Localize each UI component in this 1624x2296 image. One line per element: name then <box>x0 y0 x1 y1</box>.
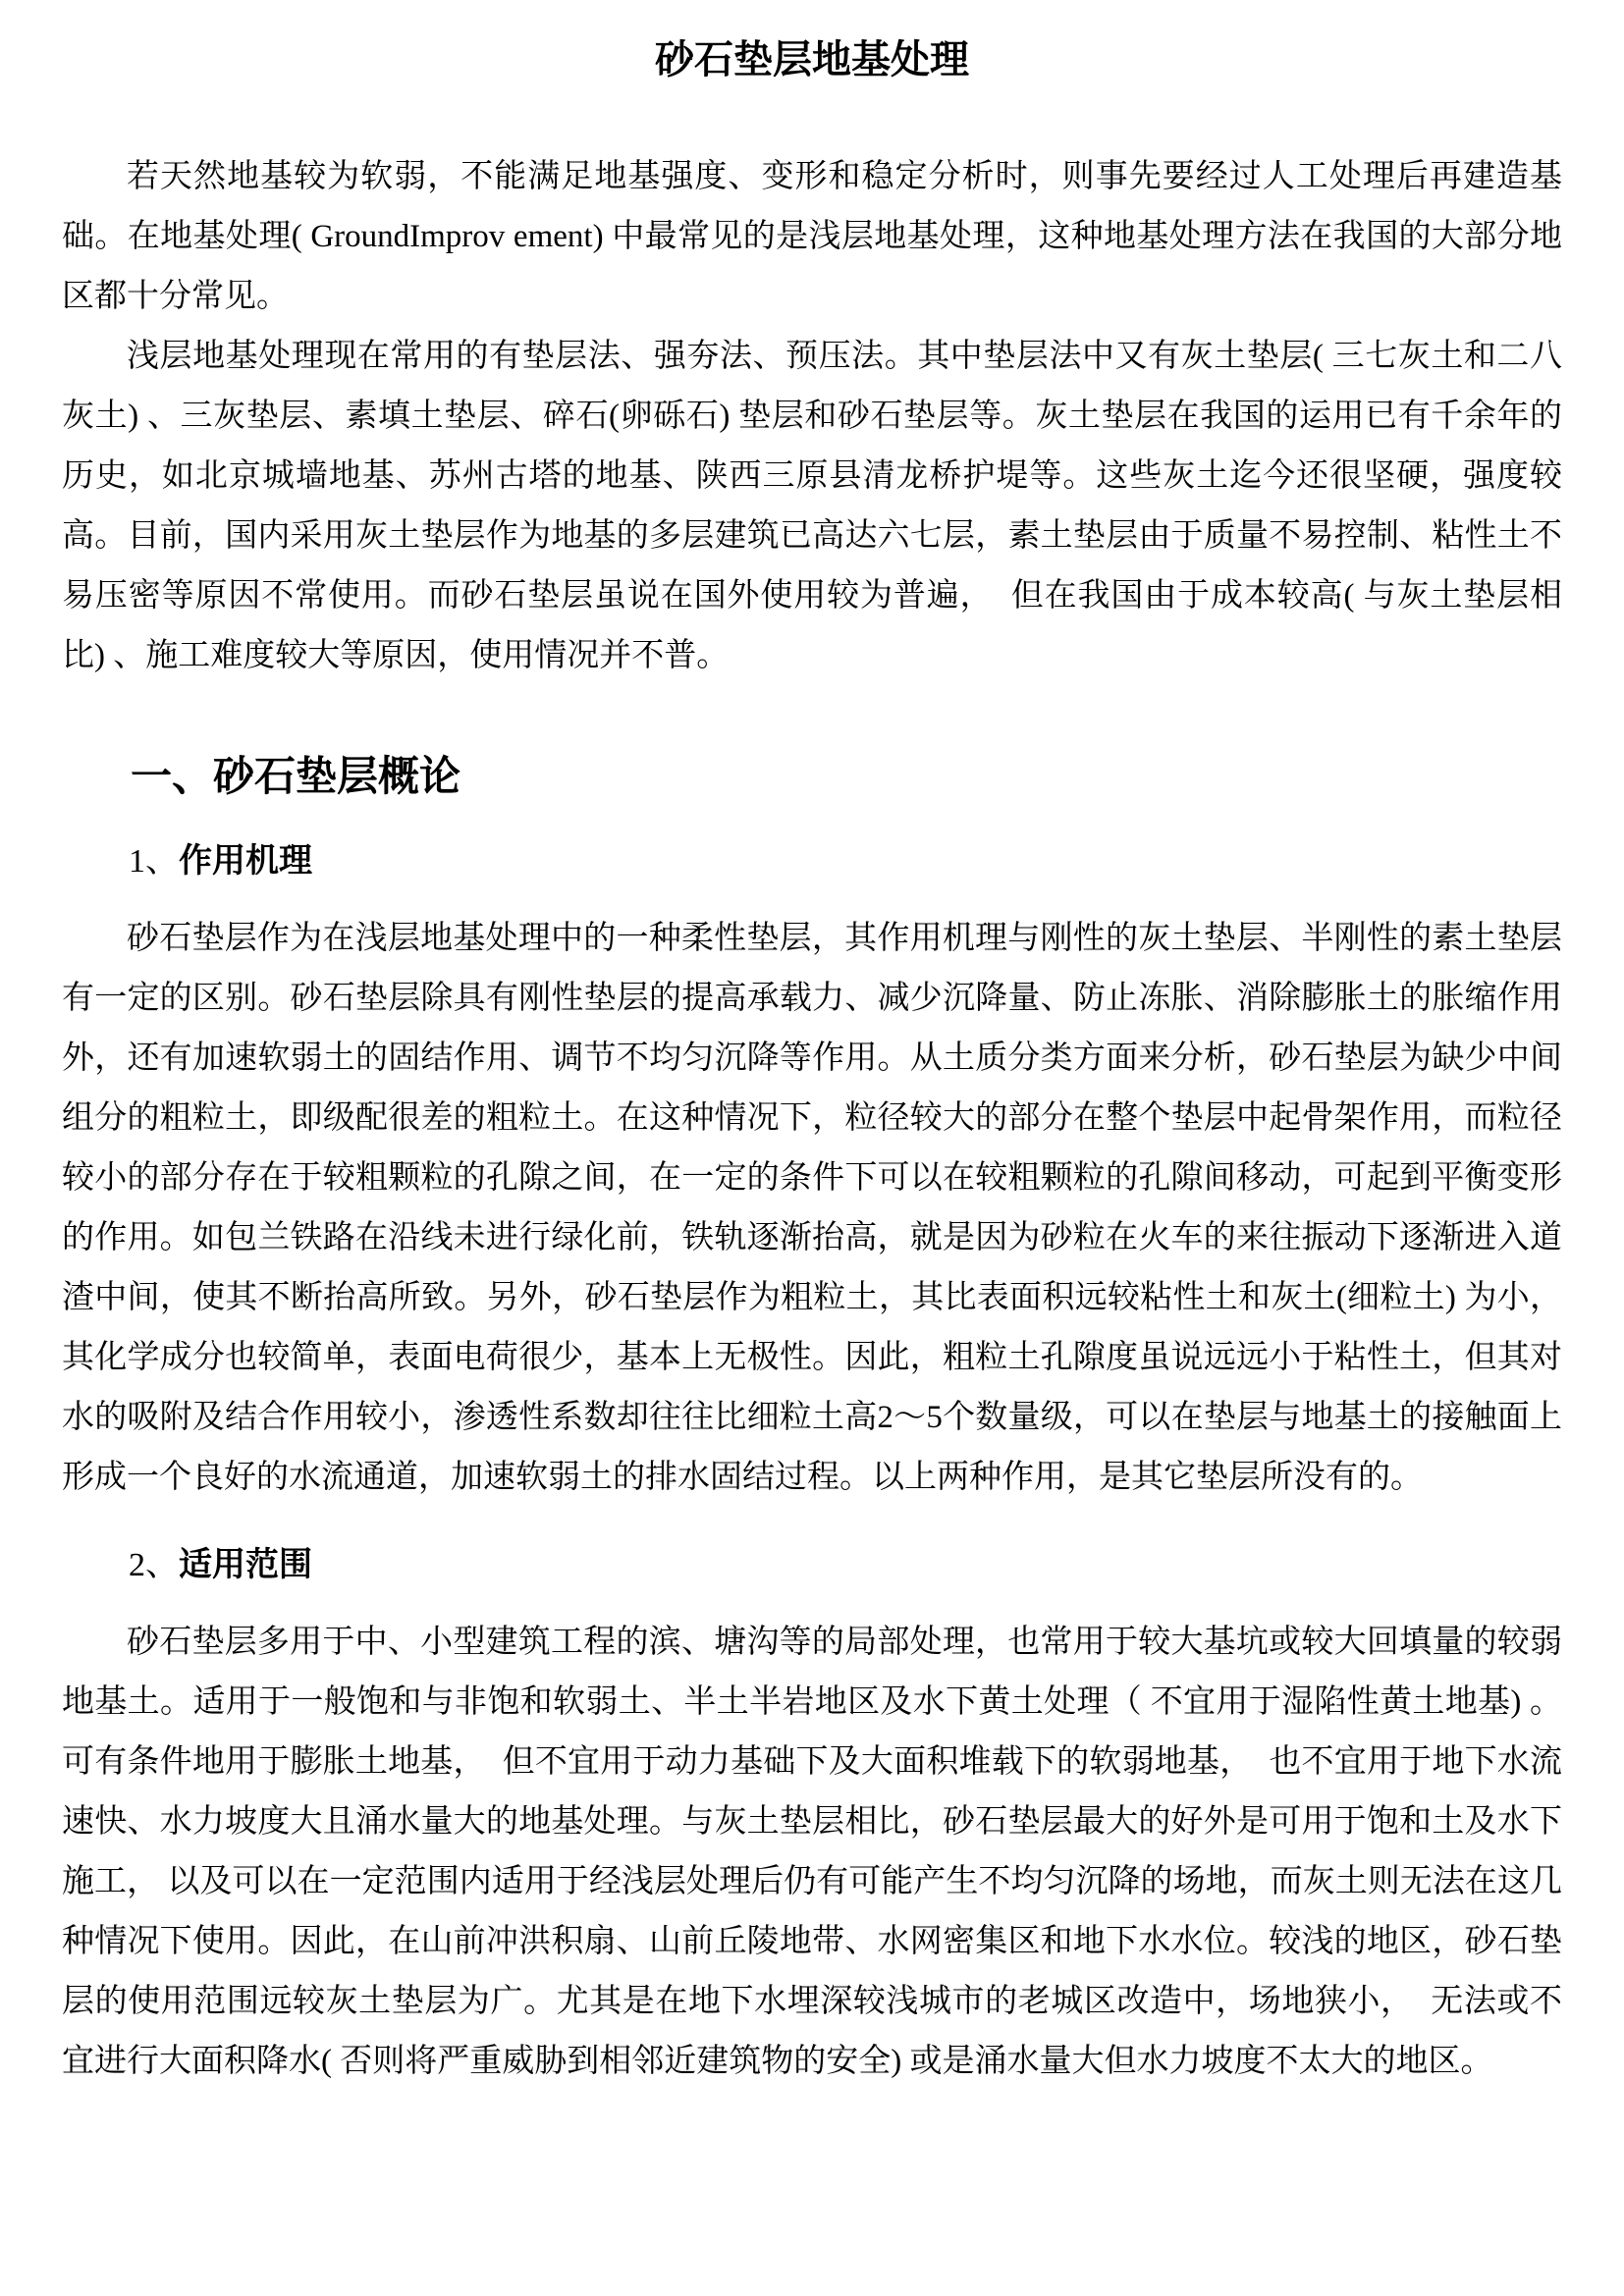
intro-paragraph-2: 浅层地基处理现在常用的有垫层法、强夯法、预压法。其中垫层法中又有灰土垫层( 三七灰土和二八灰土) 、三灰垫层、素填土垫层、碎石(卵砾石) 垫层和砂石垫层等。灰土垫层在我国的运用已有千余年的历史，如北京城墙地基、苏州古塔的地基、陕西三原县清龙桥护堤等。这些灰土迄今还很坚硬，强度较高。目前，国内采用灰土垫层作为地基的多层建筑已高达六七层，素土垫层由于质量不易控制、粘性土不易压密等原因不常使用。而砂石垫层虽说在国外使用较为普遍， 但在我国由于成本较高( 与灰土垫层相比) 、施工难度较大等原因，使用情况并不普。 <box>62 339 1562 673</box>
document-title: 砂石垫层地基处理 <box>655 38 969 81</box>
subsection-1-title: 作用机理 <box>179 842 312 880</box>
subsection-1-paragraph: 砂石垫层作为在浅层地基处理中的一种柔性垫层，其作用机理与刚性的灰土垫层、半刚性的素土垫层有一定的区别。砂石垫层除具有刚性垫层的提高承载力、减少沉降量、防止冻胀、消除膨胀土的胀缩作用外，还有加速软弱土的固结作用、调节不均匀沉降等作用。从土质分类方面来分析，砂石垫层为缺少中间组分的粗粒土，即级配很差的粗粒土。在这种情况下，粒径较大的部分在整个垫层中起骨架作用，而粒径较小的部分存在于较粗颗粒的孔隙之间，在一定的条件下可以在较粗颗粒的孔隙间移动，可起到平衡变形的作用。如包兰铁路在沿线未进行绿化前，铁轨逐渐抬高，就是因为砂粒在火车的来往振动下逐渐进入道渣中间，使其不断抬高所致。另外，砂石垫层作为粗粒土，其比表面积远较粘性土和灰土(细粒土) 为小，其化学成分也较简单，表面电荷很少，基本上无极性。因此，粗粒土孔隙度虽说远远小于粘性土，但其对水的吸附及结合作用较小，渗透性系数却往往比细粒土高2～5个数量级，可以在垫层与地基土的接触面上形成一个良好的水流通道，加速软弱土的排水固结过程。以上两种作用，是其它垫层所没有的。 <box>62 921 1562 1495</box>
subsection-2-title: 适用范围 <box>179 1546 312 1583</box>
section-heading: 一、砂石垫层概论 <box>131 753 461 799</box>
subsection-2-number: 2、 <box>129 1547 179 1583</box>
intro-paragraph-1: 若天然地基较为软弱，不能满足地基强度、变形和稳定分析时，则事先要经过人工处理后再建造基础。在地基处理( GroundImprov ement) 中最常见的是浅层地基处理，这种地基处理方法在我国的大部分地区都十分常见。 <box>62 159 1562 314</box>
subsection-heading-2 <box>129 1541 1562 1589</box>
subsection-1-number: 1、 <box>129 843 179 880</box>
subsection-heading-1 <box>129 837 1562 885</box>
subsection-2-paragraph: 砂石垫层多用于中、小型建筑工程的滨、塘沟等的局部处理，也常用于较大基坑或较大回填量的较弱地基土。适用于一般饱和与非饱和软弱土、半土半岩地区及水下黄土处理（ 不宜用于湿陷性黄土地基) 。可有条件地用于膨胀土地基， 但不宜用于动力基础下及大面积堆载下的软弱地基， 也不宜用于地下水流速快、水力坡度大且涌水量大的地基处理。与灰土垫层相比，砂石垫层最大的好外是可用于饱和土及水下施工， 以及可以在一定范围内适用于经浅层处理后仍有可能产生不均匀沉降的场地，而灰土则无法在这几种情况下使用。因此，在山前冲洪积扇、山前丘陵地带、水网密集区和地下水水位。较浅的地区，砂石垫层的使用范围远较灰土垫层为广。尤其是在地下水埋深较浅城市的老城区改造中，场地狭小， 无法或不宜进行大面积降水( 否则将严重威胁到相邻近建筑物的安全) 或是涌水量大但水力坡度不太大的地区。 <box>62 1625 1562 2079</box>
